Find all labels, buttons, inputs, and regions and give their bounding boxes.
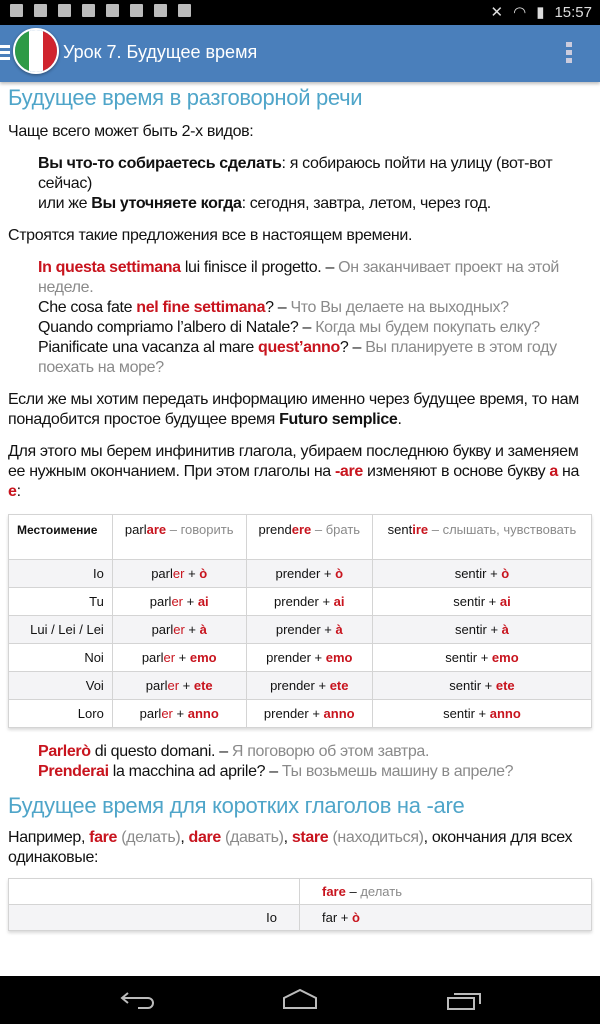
text-segment: : сегодня, завтра, летом, через год. xyxy=(241,195,491,212)
back-button[interactable] xyxy=(122,993,153,1008)
form-cell: prender + emo xyxy=(246,644,372,672)
table-header-row xyxy=(9,879,592,905)
status-bar xyxy=(0,0,600,25)
table-row xyxy=(9,672,592,700)
header-cell xyxy=(372,515,591,560)
text-segment: – брать xyxy=(311,522,361,537)
text-segment: (находиться) xyxy=(328,829,424,846)
text-segment: изменяют в основе букву xyxy=(362,463,550,480)
text-segment: Вы что-то собираетесь сделать xyxy=(38,155,282,172)
ending: ò xyxy=(335,566,344,581)
mute-icon: ✕ xyxy=(490,4,504,21)
paragraph xyxy=(8,828,592,868)
stem: far + xyxy=(322,910,352,925)
ending: à xyxy=(501,622,509,637)
text-segment: ire xyxy=(412,522,429,537)
paragraph xyxy=(8,226,592,246)
form-cell: parler + à xyxy=(112,616,246,644)
section-heading: Будущее время для коротких глаголов на -are xyxy=(8,793,465,818)
table-row xyxy=(9,700,592,728)
text-segment: , xyxy=(283,829,292,846)
battery-icon: ▮ xyxy=(536,4,545,21)
app-title: Урок 7. Будущее время xyxy=(63,42,258,62)
form-cell: parler + emo xyxy=(112,644,246,672)
notification-icons xyxy=(10,4,191,17)
text-segment: a xyxy=(549,463,558,480)
menu-icon[interactable] xyxy=(0,45,10,63)
text-segment: делать xyxy=(360,884,402,899)
text-segment: ? – xyxy=(339,339,366,356)
table-row xyxy=(9,616,592,644)
text-segment: ? – xyxy=(265,299,291,316)
clock: 15:57 xyxy=(554,3,592,21)
ending: emo xyxy=(325,650,353,665)
paragraph xyxy=(8,442,592,502)
text-segment: e xyxy=(8,483,17,500)
overflow-menu-icon[interactable] xyxy=(566,42,572,66)
header-cell xyxy=(246,515,372,560)
example xyxy=(8,298,592,318)
ending: emo xyxy=(491,650,519,665)
ending: ai xyxy=(499,594,511,609)
pronoun-cell: Io xyxy=(9,905,300,931)
header-cell xyxy=(9,515,113,560)
text-segment: quest’anno xyxy=(258,339,340,356)
text-segment: Quando compriamo l’albero di Natale? – xyxy=(38,319,316,336)
ending: ai xyxy=(333,594,345,609)
form-cell: sentir + emo xyxy=(372,644,591,672)
text-segment: Местоимение xyxy=(17,523,98,537)
conjugation-table-2 xyxy=(8,878,592,931)
paragraph xyxy=(8,390,592,430)
ending: anno xyxy=(489,706,521,721)
italy-flag-icon[interactable] xyxy=(13,28,59,74)
section-heading: Будущее время в разговорной речи xyxy=(8,85,363,110)
text-segment: are xyxy=(146,522,167,537)
paragraph xyxy=(8,194,592,214)
text-segment: Pianificate una vacanza al mare xyxy=(38,339,259,356)
pronoun-cell: Noi xyxy=(9,644,113,672)
header-cell xyxy=(300,879,592,905)
pronoun-cell: Tu xyxy=(9,588,113,616)
text-segment: dare xyxy=(188,829,221,846)
home-button[interactable] xyxy=(284,990,316,1008)
ending: anno xyxy=(187,706,219,721)
text-segment: Когда мы будем покупать елку? xyxy=(315,319,540,336)
text-segment: Ты возьмешь машину в апреле? xyxy=(281,763,514,780)
text-segment: Что Вы делаете на выходных? xyxy=(290,299,509,316)
ending: à xyxy=(199,622,207,637)
text-segment: stare xyxy=(291,829,329,846)
text-segment: Вы уточняете когда xyxy=(91,195,242,212)
ending: ò xyxy=(501,566,510,581)
form-cell: sentir + ai xyxy=(372,588,591,616)
text-segment: fare xyxy=(322,884,346,899)
recent-apps-button[interactable] xyxy=(448,994,480,1009)
text-segment: : я собираюсь пойти на улицу (вот-вот сейчас) xyxy=(38,155,553,192)
text-segment: In questa settimana xyxy=(38,259,181,276)
text-segment: Для этого мы берем инфинитив глагола, убираем последнюю букву и заменяем ее нужным окончанием. При этом глаголы на xyxy=(8,443,579,480)
ending: ete xyxy=(329,678,349,693)
table-row xyxy=(9,560,592,588)
ending: ete xyxy=(193,678,213,693)
pronoun-cell: Lui / Lei / Lei xyxy=(9,616,113,644)
ending: ò xyxy=(352,910,360,925)
text-segment: fare xyxy=(89,829,118,846)
paragraph xyxy=(8,154,592,194)
text-segment: – говорить xyxy=(166,522,234,537)
form-cell: prender + anno xyxy=(246,700,372,728)
table-row xyxy=(9,588,592,616)
form-cell: prender + ete xyxy=(246,672,372,700)
text-segment: на xyxy=(557,463,580,480)
example xyxy=(8,742,592,762)
text-segment: Prenderai xyxy=(38,763,109,780)
paragraph xyxy=(8,122,592,142)
form-cell: parler + ò xyxy=(112,560,246,588)
text-segment: di questo domani. – xyxy=(90,743,232,760)
conjugation-table xyxy=(8,514,592,728)
text-segment: Parlerò xyxy=(38,743,91,760)
form-cell: parler + ete xyxy=(112,672,246,700)
text-segment: : xyxy=(16,483,21,500)
pronoun-cell: Io xyxy=(9,560,113,588)
text-segment: Чаще всего может быть 2-х видов: xyxy=(8,123,254,140)
lesson-content[interactable] xyxy=(0,82,600,976)
form-cell: sentir + anno xyxy=(372,700,591,728)
text-segment: Если же мы хотим передать информацию именно через будущее время, то нам понадобится простое будущее время xyxy=(8,391,579,428)
ending: ete xyxy=(495,678,515,693)
text-segment: Строятся такие предложения все в настоящем времени. xyxy=(8,227,413,244)
form-cell: sentir + à xyxy=(372,616,591,644)
example xyxy=(8,338,592,378)
form-cell: parler + ai xyxy=(112,588,246,616)
form-cell: prender + ò xyxy=(246,560,372,588)
pronoun-cell: Loro xyxy=(9,700,113,728)
text-segment: – слышать, чувствовать xyxy=(428,522,577,537)
text-segment: Futuro semplice xyxy=(279,411,398,428)
navigation-bar xyxy=(0,976,600,1024)
ending: ai xyxy=(197,594,209,609)
text-segment: . xyxy=(397,411,402,428)
text-segment: Вы планируете в этом году поехать на море? xyxy=(38,339,557,376)
ending: à xyxy=(335,622,343,637)
text-segment: , окончания для всех одинаковые: xyxy=(8,829,573,866)
table-header-row xyxy=(9,515,592,560)
form-cell: sentir + ò xyxy=(372,560,591,588)
text-segment: ere xyxy=(291,522,312,537)
text-segment: , xyxy=(180,829,189,846)
form-cell: sentir + ete xyxy=(372,672,591,700)
text-segment: Я поговорю об этом завтра. xyxy=(231,743,430,760)
text-segment: lui finisce il progetto. – xyxy=(180,259,339,276)
text-segment: sent xyxy=(387,522,413,537)
text-segment: (давать) xyxy=(220,829,284,846)
table-row xyxy=(9,905,592,931)
app-bar xyxy=(0,25,600,82)
text-segment: -are xyxy=(334,463,363,480)
text-segment: Например, xyxy=(8,829,90,846)
text-segment: prend xyxy=(258,522,292,537)
text-segment: (делать) xyxy=(117,829,181,846)
example xyxy=(8,258,592,298)
form-cell xyxy=(300,905,592,931)
text-segment: Che cosa fate xyxy=(38,299,137,316)
header-cell xyxy=(112,515,246,560)
text-segment: – xyxy=(345,884,361,899)
ending: anno xyxy=(323,706,355,721)
example xyxy=(8,762,592,782)
form-cell: parler + anno xyxy=(112,700,246,728)
text-segment: la macchina ad aprile? – xyxy=(108,763,282,780)
example xyxy=(8,318,592,338)
form-cell: prender + ai xyxy=(246,588,372,616)
wifi-icon: ◠ xyxy=(513,4,527,21)
pronoun-cell: Voi xyxy=(9,672,113,700)
table-row xyxy=(9,644,592,672)
ending: emo xyxy=(189,650,217,665)
header-cell xyxy=(9,879,300,905)
form-cell: prender + à xyxy=(246,616,372,644)
text-segment: parl xyxy=(124,522,147,537)
text-segment: nel fine settimana xyxy=(136,299,266,316)
text-segment: или же xyxy=(38,195,92,212)
ending: ò xyxy=(199,566,208,581)
text-segment: Он заканчивает проект на этой неделе. xyxy=(38,259,559,296)
